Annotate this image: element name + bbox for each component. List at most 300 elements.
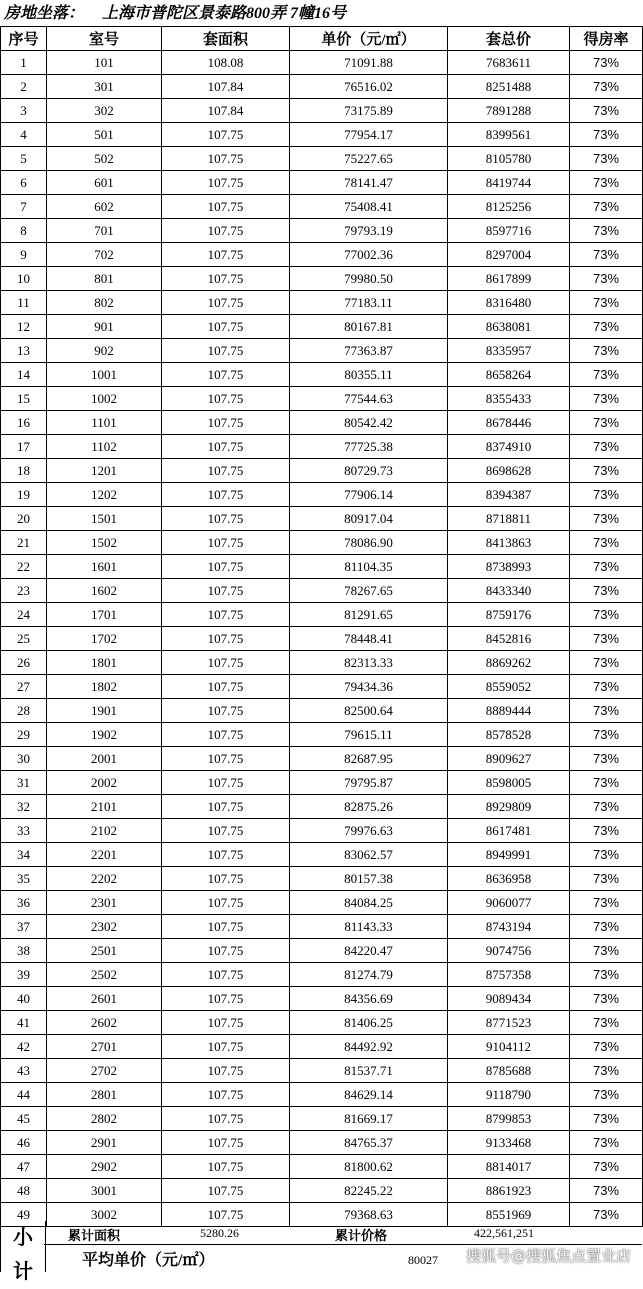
total-area-value: 5280.26: [200, 1226, 239, 1240]
cell-unit-price: 84084.25: [290, 891, 448, 915]
cell-total-price: 8658264: [448, 363, 570, 387]
cell-room: 1001: [47, 363, 162, 387]
cell-efficiency: 73%: [570, 987, 643, 1011]
cell-index: 30: [1, 747, 47, 771]
cell-total-price: 8785688: [448, 1059, 570, 1083]
cell-efficiency: 73%: [570, 1011, 643, 1035]
cell-area: 107.75: [162, 699, 290, 723]
cell-room: 1501: [47, 507, 162, 531]
cell-room: 801: [47, 267, 162, 291]
table-row: [1, 1107, 643, 1131]
table-row: [1, 123, 643, 147]
table-row: [1, 939, 643, 963]
cell-efficiency: 73%: [570, 147, 643, 171]
cell-room: 2602: [47, 1011, 162, 1035]
header-room: 室号: [47, 27, 162, 51]
cell-unit-price: 77906.14: [290, 483, 448, 507]
table-row: [1, 795, 643, 819]
title-prefix: 房地坐落：: [4, 5, 85, 22]
cell-unit-price: 79795.87: [290, 771, 448, 795]
cell-efficiency: 73%: [570, 891, 643, 915]
cell-index: 12: [1, 315, 47, 339]
cell-total-price: 8598005: [448, 771, 570, 795]
cell-room: 2302: [47, 915, 162, 939]
cell-room: 2802: [47, 1107, 162, 1131]
cell-efficiency: 73%: [570, 723, 643, 747]
cell-area: 107.84: [162, 75, 290, 99]
cell-index: 29: [1, 723, 47, 747]
cell-total-price: 8799853: [448, 1107, 570, 1131]
table-row: [1, 483, 643, 507]
cell-room: 2801: [47, 1083, 162, 1107]
cell-area: 107.75: [162, 1107, 290, 1131]
cell-efficiency: 73%: [570, 435, 643, 459]
table-row: [1, 195, 643, 219]
cell-index: 25: [1, 627, 47, 651]
cell-total-price: 8597716: [448, 219, 570, 243]
cell-unit-price: 81537.71: [290, 1059, 448, 1083]
cell-room: 101: [47, 51, 162, 75]
table-row: [1, 1083, 643, 1107]
cell-efficiency: 73%: [570, 1203, 643, 1227]
cell-area: 108.08: [162, 51, 290, 75]
header-index: 序号: [1, 27, 47, 51]
cell-room: 602: [47, 195, 162, 219]
cell-unit-price: 78141.47: [290, 171, 448, 195]
cell-room: 3002: [47, 1203, 162, 1227]
total-price-value: 422,561,251: [474, 1226, 534, 1240]
cell-index: 45: [1, 1107, 47, 1131]
cell-index: 2: [1, 75, 47, 99]
table-row: [1, 411, 643, 435]
cell-area: 107.75: [162, 675, 290, 699]
cell-room: 2901: [47, 1131, 162, 1155]
cell-unit-price: 79976.63: [290, 819, 448, 843]
cell-efficiency: 73%: [570, 99, 643, 123]
cell-total-price: 8394387: [448, 483, 570, 507]
table-body: [1, 51, 643, 1227]
table-row: [1, 1059, 643, 1083]
cell-total-price: 7683611: [448, 51, 570, 75]
cell-room: 1002: [47, 387, 162, 411]
cell-efficiency: 73%: [570, 339, 643, 363]
table-row: [1, 291, 643, 315]
cell-total-price: 8743194: [448, 915, 570, 939]
table-row: [1, 243, 643, 267]
cell-area: 107.75: [162, 459, 290, 483]
cell-room: 1801: [47, 651, 162, 675]
cell-index: 46: [1, 1131, 47, 1155]
cell-unit-price: 77183.11: [290, 291, 448, 315]
cell-unit-price: 81104.35: [290, 555, 448, 579]
cell-efficiency: 73%: [570, 1083, 643, 1107]
cell-unit-price: 79434.36: [290, 675, 448, 699]
cell-index: 13: [1, 339, 47, 363]
cell-efficiency: 73%: [570, 795, 643, 819]
cell-efficiency: 73%: [570, 531, 643, 555]
table-row: [1, 627, 643, 651]
cell-index: 44: [1, 1083, 47, 1107]
table-row: [1, 363, 643, 387]
cell-efficiency: 73%: [570, 387, 643, 411]
cell-efficiency: 73%: [570, 75, 643, 99]
cell-area: 107.75: [162, 315, 290, 339]
cell-index: 6: [1, 171, 47, 195]
summary-section: [0, 1221, 643, 1283]
cell-total-price: 8638081: [448, 315, 570, 339]
table-row: [1, 915, 643, 939]
cell-index: 17: [1, 435, 47, 459]
cell-unit-price: 75408.41: [290, 195, 448, 219]
cell-area: 107.75: [162, 603, 290, 627]
cell-room: 501: [47, 123, 162, 147]
cell-area: 107.75: [162, 1011, 290, 1035]
avg-price-value: 80027: [408, 1253, 438, 1267]
total-area-label: 累计面积: [68, 1228, 121, 1243]
cell-room: 2902: [47, 1155, 162, 1179]
cell-area: 107.75: [162, 843, 290, 867]
cell-index: 47: [1, 1155, 47, 1179]
table-row: [1, 171, 643, 195]
cell-total-price: 8413863: [448, 531, 570, 555]
cell-total-price: 9133468: [448, 1131, 570, 1155]
table-row: [1, 1035, 643, 1059]
cell-unit-price: 84356.69: [290, 987, 448, 1011]
cell-index: 38: [1, 939, 47, 963]
cell-area: 107.75: [162, 987, 290, 1011]
cell-index: 11: [1, 291, 47, 315]
cell-efficiency: 73%: [570, 747, 643, 771]
summary-label: [0, 1221, 46, 1283]
cell-area: 107.75: [162, 531, 290, 555]
cell-index: 7: [1, 195, 47, 219]
cell-total-price: 8578528: [448, 723, 570, 747]
cell-room: 2201: [47, 843, 162, 867]
cell-room: 2001: [47, 747, 162, 771]
cell-unit-price: 80729.73: [290, 459, 448, 483]
cell-efficiency: 73%: [570, 195, 643, 219]
table-row: [1, 867, 643, 891]
cell-efficiency: 73%: [570, 771, 643, 795]
cell-index: 43: [1, 1059, 47, 1083]
cell-index: 21: [1, 531, 47, 555]
table-row: [1, 315, 643, 339]
cell-unit-price: 84765.37: [290, 1131, 448, 1155]
cell-total-price: 9060077: [448, 891, 570, 915]
table-row: [1, 1179, 643, 1203]
cell-unit-price: 75227.65: [290, 147, 448, 171]
cell-unit-price: 80542.42: [290, 411, 448, 435]
cell-total-price: 9118790: [448, 1083, 570, 1107]
table-row: [1, 387, 643, 411]
cell-unit-price: 82313.33: [290, 651, 448, 675]
cell-area: 107.75: [162, 819, 290, 843]
cell-area: 107.75: [162, 387, 290, 411]
cell-efficiency: 73%: [570, 603, 643, 627]
cell-efficiency: 73%: [570, 819, 643, 843]
cell-area: 107.75: [162, 891, 290, 915]
table-row: [1, 651, 643, 675]
cell-area: 107.75: [162, 795, 290, 819]
cell-efficiency: 73%: [570, 411, 643, 435]
cell-index: 37: [1, 915, 47, 939]
cell-room: 1702: [47, 627, 162, 651]
cell-total-price: 8105780: [448, 147, 570, 171]
cell-room: 1502: [47, 531, 162, 555]
cell-room: 1602: [47, 579, 162, 603]
cell-unit-price: 78086.90: [290, 531, 448, 555]
cell-room: 2701: [47, 1035, 162, 1059]
cell-total-price: 8551969: [448, 1203, 570, 1227]
cell-total-price: 8678446: [448, 411, 570, 435]
cell-area: 107.84: [162, 99, 290, 123]
cell-unit-price: 84220.47: [290, 939, 448, 963]
cell-area: 107.75: [162, 363, 290, 387]
cell-unit-price: 76516.02: [290, 75, 448, 99]
cell-room: 1902: [47, 723, 162, 747]
table-row: [1, 723, 643, 747]
table-header-row: [1, 27, 643, 51]
cell-room: 2101: [47, 795, 162, 819]
cell-index: 34: [1, 843, 47, 867]
header-unit-price: 单价（元/㎡）: [290, 27, 448, 51]
cell-room: 2002: [47, 771, 162, 795]
cell-index: 32: [1, 795, 47, 819]
cell-index: 10: [1, 267, 47, 291]
cell-room: 701: [47, 219, 162, 243]
cell-total-price: 7891288: [448, 99, 570, 123]
cell-room: 901: [47, 315, 162, 339]
cell-room: 2301: [47, 891, 162, 915]
cell-area: 107.75: [162, 579, 290, 603]
cell-area: 107.75: [162, 267, 290, 291]
cell-total-price: 8738993: [448, 555, 570, 579]
table-row: [1, 555, 643, 579]
cell-efficiency: 73%: [570, 1059, 643, 1083]
cell-room: 1601: [47, 555, 162, 579]
cell-unit-price: 79368.63: [290, 1203, 448, 1227]
table-row: [1, 339, 643, 363]
cell-total-price: 8757358: [448, 963, 570, 987]
cell-total-price: 8559052: [448, 675, 570, 699]
cell-efficiency: 73%: [570, 483, 643, 507]
table-row: [1, 843, 643, 867]
cell-efficiency: 73%: [570, 675, 643, 699]
cell-unit-price: 71091.88: [290, 51, 448, 75]
cell-unit-price: 79615.11: [290, 723, 448, 747]
cell-area: 107.75: [162, 435, 290, 459]
header-efficiency: 得房率: [570, 27, 643, 51]
cell-room: 1802: [47, 675, 162, 699]
cell-room: 3001: [47, 1179, 162, 1203]
cell-index: 22: [1, 555, 47, 579]
cell-area: 107.75: [162, 915, 290, 939]
cell-total-price: 8316480: [448, 291, 570, 315]
cell-area: 107.75: [162, 123, 290, 147]
cell-total-price: 8889444: [448, 699, 570, 723]
cell-total-price: 8297004: [448, 243, 570, 267]
cell-unit-price: 81143.33: [290, 915, 448, 939]
cell-total-price: 8869262: [448, 651, 570, 675]
cell-efficiency: 73%: [570, 939, 643, 963]
table-row: [1, 531, 643, 555]
cell-unit-price: 81291.65: [290, 603, 448, 627]
table-row: [1, 699, 643, 723]
cell-area: 107.75: [162, 1059, 290, 1083]
cell-total-price: 8617899: [448, 267, 570, 291]
table-row: [1, 747, 643, 771]
cell-room: 1202: [47, 483, 162, 507]
table-row: [1, 99, 643, 123]
cell-index: 35: [1, 867, 47, 891]
cell-unit-price: 82500.64: [290, 699, 448, 723]
cell-area: 107.75: [162, 651, 290, 675]
cell-room: 2601: [47, 987, 162, 1011]
cell-unit-price: 84629.14: [290, 1083, 448, 1107]
cell-index: 48: [1, 1179, 47, 1203]
cell-index: 39: [1, 963, 47, 987]
cell-efficiency: 73%: [570, 579, 643, 603]
cell-index: 20: [1, 507, 47, 531]
cell-total-price: 8861923: [448, 1179, 570, 1203]
cell-unit-price: 81669.17: [290, 1107, 448, 1131]
cell-efficiency: 73%: [570, 915, 643, 939]
cell-total-price: 8718811: [448, 507, 570, 531]
cell-efficiency: 73%: [570, 843, 643, 867]
cell-unit-price: 81274.79: [290, 963, 448, 987]
cell-index: 8: [1, 219, 47, 243]
cell-efficiency: 73%: [570, 243, 643, 267]
cell-area: 107.75: [162, 1203, 290, 1227]
cell-area: 107.75: [162, 939, 290, 963]
cell-area: 107.75: [162, 1179, 290, 1203]
title-address: 上海市普陀区景泰路800弄 7幢16号: [102, 5, 347, 22]
cell-efficiency: 73%: [570, 555, 643, 579]
page-title: [4, 3, 364, 25]
cell-efficiency: 73%: [570, 123, 643, 147]
cell-total-price: 8617481: [448, 819, 570, 843]
table-row: [1, 459, 643, 483]
table-row: [1, 75, 643, 99]
cell-efficiency: 73%: [570, 291, 643, 315]
cell-efficiency: 73%: [570, 1179, 643, 1203]
table-row: [1, 819, 643, 843]
cell-unit-price: 82687.95: [290, 747, 448, 771]
cell-area: 107.75: [162, 483, 290, 507]
cell-efficiency: 73%: [570, 1131, 643, 1155]
cell-index: 18: [1, 459, 47, 483]
cell-area: 107.75: [162, 507, 290, 531]
cell-room: 2102: [47, 819, 162, 843]
cell-index: 1: [1, 51, 47, 75]
cell-unit-price: 73175.89: [290, 99, 448, 123]
cell-efficiency: 73%: [570, 219, 643, 243]
cell-area: 107.75: [162, 627, 290, 651]
cell-index: 41: [1, 1011, 47, 1035]
cell-unit-price: 80167.81: [290, 315, 448, 339]
cell-total-price: 8771523: [448, 1011, 570, 1035]
cell-area: 107.75: [162, 219, 290, 243]
total-price-label: 累计价格: [335, 1228, 388, 1243]
cell-total-price: 8636958: [448, 867, 570, 891]
cell-unit-price: 77363.87: [290, 339, 448, 363]
cell-area: 107.75: [162, 1131, 290, 1155]
cell-index: 4: [1, 123, 47, 147]
cell-total-price: 8929809: [448, 795, 570, 819]
cell-unit-price: 80355.11: [290, 363, 448, 387]
cell-unit-price: 80157.38: [290, 867, 448, 891]
cell-unit-price: 80917.04: [290, 507, 448, 531]
header-area: 套面积: [162, 27, 290, 51]
cell-room: 702: [47, 243, 162, 267]
cell-area: 107.75: [162, 171, 290, 195]
cell-efficiency: 73%: [570, 315, 643, 339]
price-table: [0, 26, 643, 1227]
cell-area: 107.75: [162, 555, 290, 579]
cell-total-price: 8125256: [448, 195, 570, 219]
table-row: [1, 675, 643, 699]
cell-area: 107.75: [162, 1083, 290, 1107]
cell-total-price: 8949991: [448, 843, 570, 867]
cell-unit-price: 79980.50: [290, 267, 448, 291]
table-row: [1, 267, 643, 291]
cell-room: 802: [47, 291, 162, 315]
cell-index: 5: [1, 147, 47, 171]
cell-total-price: 8374910: [448, 435, 570, 459]
cell-room: 302: [47, 99, 162, 123]
cell-area: 107.75: [162, 723, 290, 747]
cell-total-price: 9104112: [448, 1035, 570, 1059]
cell-room: 2202: [47, 867, 162, 891]
table-row: [1, 579, 643, 603]
cell-total-price: 8399561: [448, 123, 570, 147]
cell-room: 2502: [47, 963, 162, 987]
cell-area: 107.75: [162, 747, 290, 771]
cell-index: 49: [1, 1203, 47, 1227]
summary-char-2: 计: [13, 1261, 33, 1283]
cell-room: 1102: [47, 435, 162, 459]
cell-unit-price: 77954.17: [290, 123, 448, 147]
cell-efficiency: 73%: [570, 459, 643, 483]
cell-area: 107.75: [162, 339, 290, 363]
cell-index: 24: [1, 603, 47, 627]
cell-total-price: 8419744: [448, 171, 570, 195]
cell-efficiency: 73%: [570, 51, 643, 75]
cell-room: 2702: [47, 1059, 162, 1083]
cell-efficiency: 73%: [570, 963, 643, 987]
cell-total-price: 8814017: [448, 1155, 570, 1179]
cell-unit-price: 84492.92: [290, 1035, 448, 1059]
table-row: [1, 603, 643, 627]
cell-index: 15: [1, 387, 47, 411]
cell-unit-price: 78267.65: [290, 579, 448, 603]
table-row: [1, 435, 643, 459]
cell-index: 42: [1, 1035, 47, 1059]
avg-price-label: 平均单价（元/㎡）: [82, 1252, 215, 1269]
cell-total-price: 8335957: [448, 339, 570, 363]
cell-efficiency: 73%: [570, 627, 643, 651]
table-row: [1, 219, 643, 243]
cell-index: 3: [1, 99, 47, 123]
table-row: [1, 771, 643, 795]
cell-area: 107.75: [162, 411, 290, 435]
cell-area: 107.75: [162, 963, 290, 987]
header-total-price: 套总价: [448, 27, 570, 51]
cell-unit-price: 77002.36: [290, 243, 448, 267]
cell-unit-price: 81406.25: [290, 1011, 448, 1035]
cell-area: 107.75: [162, 147, 290, 171]
cell-unit-price: 82245.22: [290, 1179, 448, 1203]
